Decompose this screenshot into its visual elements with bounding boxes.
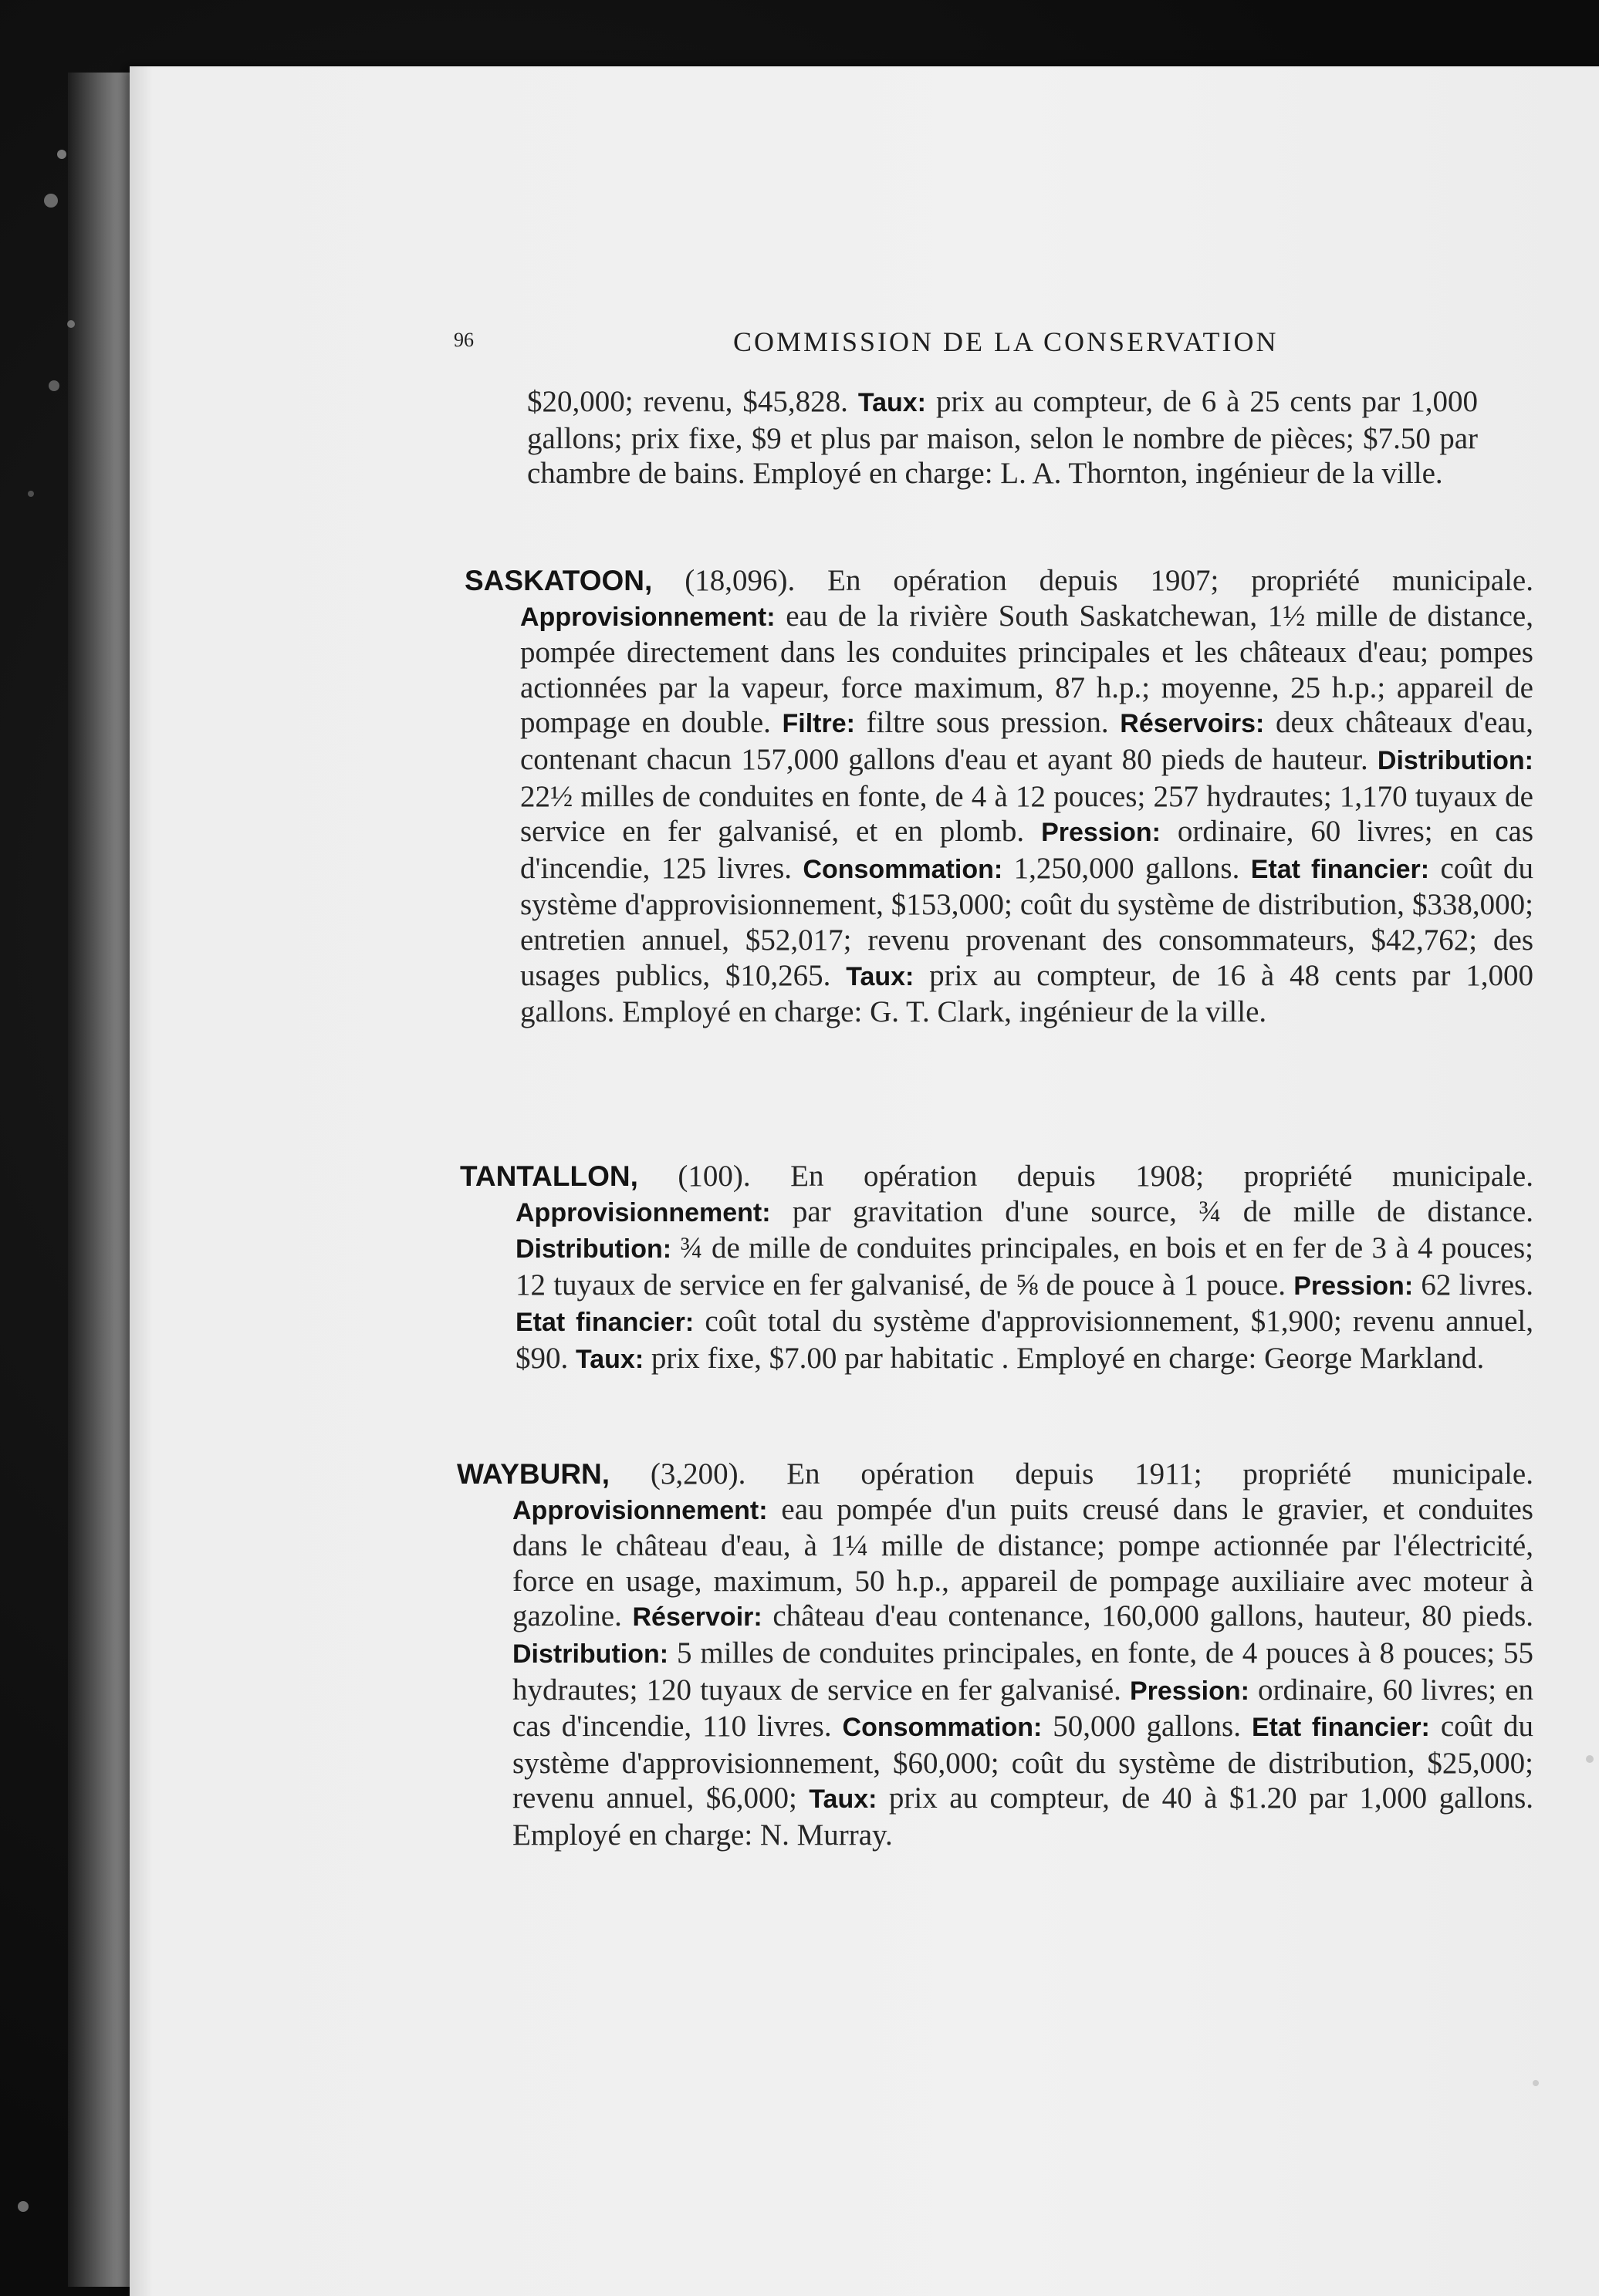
entry-text: 50,000 gallons.: [1042, 1710, 1252, 1744]
taux-label: Taux:: [576, 1344, 644, 1374]
entry-text: (18,096). En opération depuis 1907; propriété municipale.: [652, 564, 1533, 597]
entry-text: château d'eau contenance, 160,000 gallons, hauteur, 80 pieds.: [762, 1599, 1533, 1633]
consommation-label: Consommation:: [803, 854, 1003, 884]
consommation-label: Consommation:: [842, 1713, 1043, 1743]
entry-text: prix au compteur, de 16 à 48 cents par 1,000 gallons. Employé en charge: G. T. Clark, ingénieur de la ville.: [520, 958, 1533, 1029]
page-number: 96: [454, 329, 474, 351]
entry-text: prix au compteur, de 40 à $1.20 par 1,000 gallons. Employé en charge: N. Murray.: [512, 1781, 1533, 1852]
distribution-label: Distribution:: [1377, 745, 1533, 775]
entry-text: ordinaire, 60 livres; en cas d'incendie, 110 livres.: [512, 1673, 1533, 1744]
taux-label: Taux:: [846, 961, 914, 991]
entry-wayburn: [457, 1457, 1533, 1853]
approvisionnement-label: Approvisionnement:: [512, 1495, 768, 1525]
entry-saskatoon: [465, 563, 1533, 1030]
entry-name: SASKATOON,: [465, 565, 653, 596]
pression-label: Pression:: [1041, 818, 1161, 848]
reservoirs-label: Réservoirs:: [1120, 709, 1265, 739]
entry-tantallon: [460, 1159, 1533, 1378]
etat-financier-label: Etat financier:: [1251, 1713, 1430, 1743]
entry-text: (100). En opération depuis 1908; propriété municipale.: [637, 1160, 1533, 1193]
continuation-text: $20,000; revenu, $45,828.: [527, 385, 858, 418]
approvisionnement-label: Approvisionnement:: [516, 1197, 771, 1227]
entry-text: coût du système d'approvisionnement, $153,000; coût du système de distribution, $338,000; entretien annuel, $52,017; revenu provenant des consommateurs, $42,762; des usages publics, $10,265.: [520, 851, 1533, 992]
etat-financier-label: Etat financier:: [1250, 854, 1430, 884]
pression-label: Pression:: [1293, 1271, 1414, 1301]
etat-financier-label: Etat financier:: [516, 1308, 695, 1338]
entry-text: filtre sous pression.: [854, 706, 1121, 740]
entry-text: prix fixe, $7.00 par habitatic . Employé en charge: George Markland.: [644, 1341, 1485, 1375]
page-header-title: COMMISSION DE LA CONSERVATION: [733, 326, 1279, 357]
entry-text: ¾ de mille de conduites principales, en bois et en fer de 3 à 4 pouces; 12 tuyaux de service en fer galvanisé, de ⅝ de pouce à 1 pouce.: [516, 1231, 1533, 1302]
entry-text: eau de la rivière South Saskatchewan, 1½ mille de distance, pompée directement dans les conduites principales et les châteaux d'eau; pompes actionnées par la vapeur, force maximum, 87 h.p.; moyenne, 25 h.p.; appareil de pompage en double.: [520, 599, 1533, 740]
entry-text: deux châteaux d'eau, contenant chacun 157,000 gallons d'eau et ayant 80 pieds de hauteur.: [520, 706, 1533, 776]
entry-text: coût du système d'approvisionnement, $60,000; coût du système de distribution, $25,000; revenu annuel, $6,000;: [512, 1710, 1533, 1815]
entry-text: ordinaire, 60 livres; en cas d'incendie, 125 livres.: [520, 815, 1533, 885]
entry-text: 62 livres.: [1413, 1268, 1533, 1302]
entry-text: 1,250,000 gallons.: [1002, 851, 1251, 885]
entry-text: eau pompée d'un puits creusé dans le gravier, et conduites dans le château d'eau, à 1¼ mille de distance; pompe actionnée par l'électricité, force en usage, maximum, 50 h.p., appareil de pompage auxiliaire avec moteur à gazoline.: [512, 1492, 1533, 1633]
entry-name: WAYBURN,: [457, 1458, 610, 1490]
distribution-label: Distribution:: [516, 1234, 672, 1264]
entry-text: 5 milles de conduites principales, en fonte, de 4 pouces à 8 pouces; 55 hydrautes; 120 tuyaux de service en fer galvanisé.: [512, 1636, 1533, 1707]
entry-text: (3,200). En opération depuis 1911; propriété municipale.: [610, 1457, 1533, 1491]
reservoir-label: Réservoir:: [632, 1602, 762, 1633]
taux-label: Taux:: [857, 388, 926, 417]
entry-text: coût total du système d'approvisionnement, $1,900; revenu annuel, $90.: [516, 1305, 1533, 1375]
pression-label: Pression:: [1129, 1676, 1249, 1706]
distribution-label: Distribution:: [512, 1639, 669, 1669]
continuation-text: prix au compteur, de 6 à 25 cents par 1,000 gallons; prix fixe, $9 et plus par maison, selon le nombre de pièces; $7.50 par chambre de bains. Employé en charge: L. A. Thornton, ingénieur de la ville.: [527, 385, 1478, 491]
continuation-paragraph: [527, 384, 1478, 491]
running-head: [454, 322, 1550, 369]
approvisionnement-label: Approvisionnement:: [520, 602, 776, 632]
filtre-label: Filtre:: [782, 709, 855, 739]
entry-text: par gravitation d'une source, ¾ de mille de distance.: [770, 1194, 1533, 1228]
entry-name: TANTALLON,: [460, 1160, 638, 1192]
taux-label: Taux:: [809, 1784, 877, 1815]
entry-text: 22½ milles de conduites en fonte, de 4 à 12 pouces; 257 hydrautes; 1,170 tuyaux de service en fer galvanisé, et en plomb.: [520, 779, 1533, 849]
